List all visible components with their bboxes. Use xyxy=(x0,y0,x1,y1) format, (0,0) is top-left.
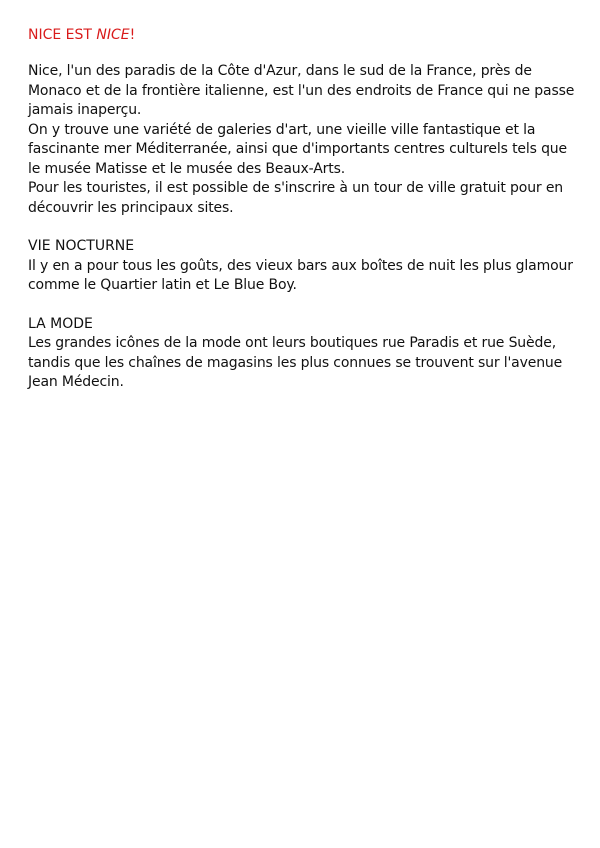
intro-section xyxy=(28,62,576,218)
intro-paragraph-2: On y trouve une variété de galeries d'art, une vieille ville fantastique et la fascinante mer Méditerranée, ainsi que d'importants centres culturels tels que le musée Matisse et le musée des Beaux-Arts. xyxy=(28,121,567,177)
fashion-heading: LA MODE xyxy=(28,315,93,332)
title-part-2: NICE xyxy=(96,27,130,43)
document-page xyxy=(28,26,576,412)
page-title xyxy=(28,26,576,44)
intro-paragraph-1: Nice, l'un des paradis de la Côte d'Azur, dans le sud de la France, près de Monaco et de la frontière italienne, est l'un des endroits de France qui ne passe jamais inaperçu. xyxy=(28,63,575,118)
nightlife-section xyxy=(28,237,576,296)
title-part-1: NICE EST xyxy=(28,27,97,43)
nightlife-text: Il y en a pour tous les goûts, des vieux bars aux boîtes de nuit les plus glamour comme le Quartier latin et Le Blue Boy. xyxy=(28,257,573,293)
fashion-section xyxy=(28,315,576,393)
nightlife-heading: VIE NOCTURNE xyxy=(28,238,135,254)
fashion-text: Les grandes icônes de la mode ont leurs boutiques rue Paradis et rue Suède, tandis que les chaînes de magasins les plus connues se trouvent sur l'avenue Jean Médecin. xyxy=(28,335,563,390)
intro-paragraph-3: Pour les touristes, il est possible de s'inscrire à un tour de ville gratuit pour en découvrir les principaux sites. xyxy=(28,180,564,216)
title-part-3: ! xyxy=(129,27,136,43)
